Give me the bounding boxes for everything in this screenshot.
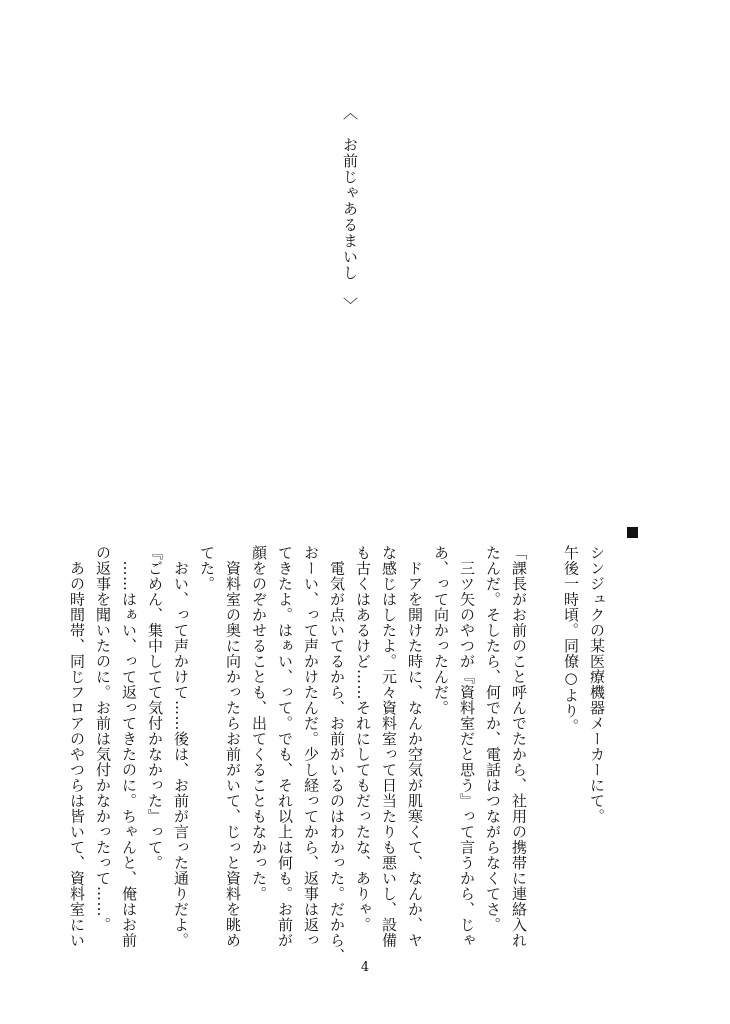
body-line: てきたよ。はぁい、って。でも、それ以上は何も。お前が [276, 545, 294, 948]
body-line: の返事を聞いたのに。お前は気付かなかったって……。 [94, 545, 112, 933]
body-line: シンジュクの某医療機器メーカーにて。 [588, 545, 606, 824]
body-line: も古くはあるけど……それにしてもだったな、ありゃ。 [354, 545, 372, 933]
body-line: 午後一時頃。同僚○より。 [562, 545, 580, 734]
body-line: な感じはしたよ。元々資料室って日当たりも悪いし、設備 [380, 545, 398, 948]
body-line: 電気が点いてるから、お前がいるのはわかった。だから、 [328, 545, 346, 964]
body-line: おい、って声かけて……後は、お前が言った通りだよ。 [172, 545, 190, 948]
story-title: 〈 お前じゃあるまいし 〉 [341, 105, 359, 313]
body-line: あの時間帯、同じフロアのやつらは皆いて、資料室にい [68, 545, 86, 948]
body-line: 資料室の奥に向かったらお前がいて、じっと資料を眺め [224, 545, 242, 948]
body-text [68, 545, 610, 964]
section-marker-square [627, 527, 638, 538]
body-line: たんだ。そしたら、何でか、電話はつながらなくてさ。 [484, 545, 502, 933]
body-line: てた。 [198, 545, 216, 592]
body-line: おーい、って声かけたんだ。少し経ってから、返事は返っ [302, 545, 320, 948]
body-line: 『ごめん、集中してて気付かなかった』って。 [146, 545, 164, 871]
body-line: ドアを開けた時に、なんか空気が肌寒くて、なんか、ヤ [406, 545, 424, 948]
body-line: 「課長がお前のこと呼んでたから、社用の携帯に連絡入れ [510, 545, 528, 948]
body-line: 顔をのぞかせることも、出てくることもなかった。 [250, 545, 268, 902]
page-number: 4 [360, 960, 370, 975]
body-line [532, 545, 558, 925]
body-line: 三ツ矢のやつが『資料室だと思う』って言うから、じゃ [458, 545, 476, 948]
body-line: あ、って向かったんだ。 [432, 545, 450, 716]
body-line: ……はぁい、って返ってきたのに。ちゃんと、俺はお前 [120, 545, 138, 948]
